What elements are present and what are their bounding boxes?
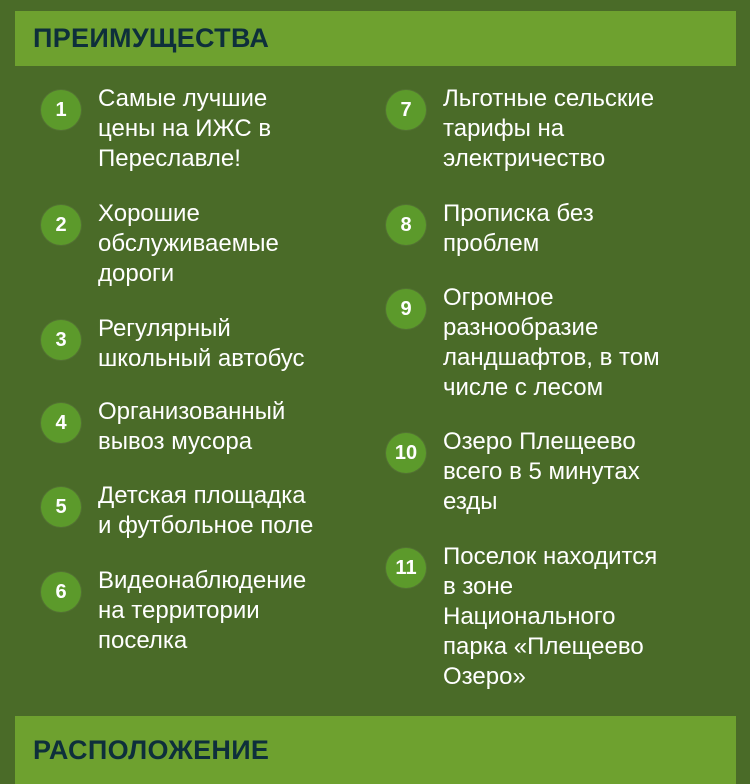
advantage-text: Регулярный школьный автобус [98,315,305,372]
advantage-item-9 [386,283,660,403]
number-badge: 10 [386,433,426,473]
advantage-item-11 [386,542,657,692]
advantage-text: Озеро Плещеево всего в 5 минутах езды [443,428,640,515]
number-badge: 7 [386,90,426,130]
advantage-item-6 [41,566,306,656]
number-badge: 6 [41,572,81,612]
advantage-text: Организованный вывоз мусора [98,398,286,455]
advantage-text: Поселок находится в зоне Национального парка «Плещеево Озеро» [443,543,658,690]
advantage-text: Льготные сельские тарифы на электричество [443,85,655,172]
advantages-header [15,11,736,66]
advantage-item-5 [41,481,313,541]
number-badge: 2 [41,205,81,245]
number-badge: 3 [41,320,81,360]
number-badge: 9 [386,289,426,329]
advantage-text: Огромное разнообразие ландшафтов, в том числе с лесом [443,284,660,401]
advantage-item-8 [386,199,594,259]
advantage-item-7 [386,84,654,174]
number-badge: 5 [41,487,81,527]
advantage-text: Самые лучшие цены на ИЖС в Переславле! [98,85,272,172]
number-badge: 4 [41,403,81,443]
advantage-text: Прописка без проблем [443,200,594,257]
number-badge: 1 [41,90,81,130]
number-badge: 11 [386,548,426,588]
advantage-item-4 [41,397,285,457]
advantage-item-2 [41,199,279,289]
location-header [15,716,736,784]
advantage-item-10 [386,427,640,517]
location-title: РАСПОЛОЖЕНИЕ [33,734,270,765]
advantage-item-3 [41,314,305,374]
advantage-text: Детская площадка и футбольное поле [98,482,314,539]
advantages-title: ПРЕИМУЩЕСТВА [33,23,270,53]
number-badge: 8 [386,205,426,245]
advantage-item-1 [41,84,271,174]
advantage-text: Хорошие обслуживаемые дороги [98,200,279,287]
advantage-text: Видеонаблюдение на территории поселка [98,567,307,654]
